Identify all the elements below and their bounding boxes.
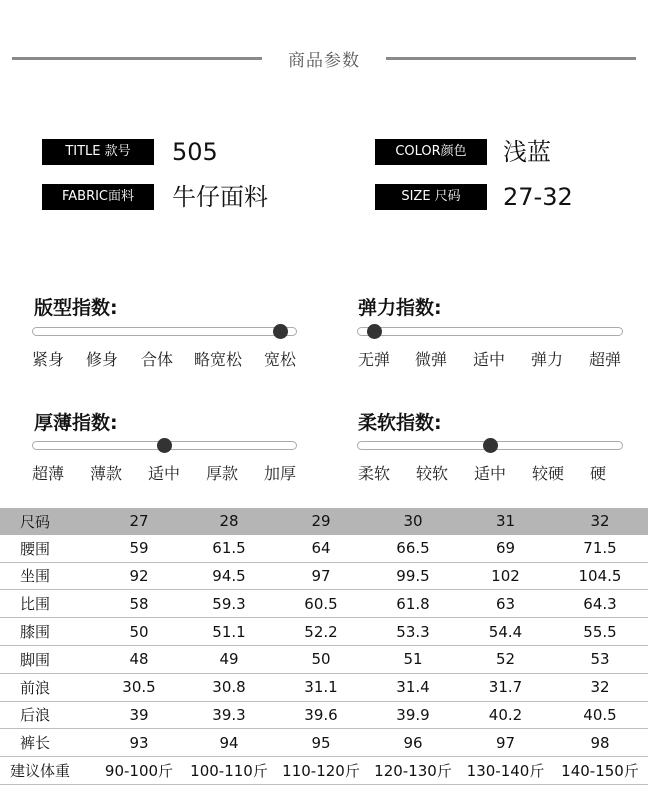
softness-option: 柔软 (358, 464, 391, 483)
fabric-label: FABRIC面料 (42, 184, 154, 210)
size-value: 27-32 (503, 183, 573, 211)
header-rule-left (12, 57, 262, 60)
row-label: 膝围 (0, 618, 95, 646)
table-cell: 95 (275, 729, 367, 757)
row-label: 建议体重 (0, 757, 95, 785)
table-cell: 31.1 (275, 673, 367, 701)
table-cell: 98 (552, 729, 648, 757)
table-row (0, 645, 648, 673)
elastic-option: 适中 (473, 350, 506, 369)
table-cell: 51.1 (183, 618, 275, 646)
table-cell: 40.2 (459, 701, 552, 729)
size-table (0, 508, 648, 785)
thickness-index-knob (157, 438, 172, 453)
row-label: 脚围 (0, 645, 95, 673)
table-cell: 51 (367, 645, 459, 673)
table-cell: 66.5 (367, 535, 459, 562)
table-cell: 39.9 (367, 701, 459, 729)
table-cell: 31.4 (367, 673, 459, 701)
table-cell: 90-100斤 (95, 757, 183, 785)
table-cell: 97 (275, 562, 367, 590)
thickness-option: 超薄 (32, 464, 65, 483)
table-row (0, 701, 648, 729)
thickness-index-title: 厚薄指数: (34, 412, 118, 434)
fabric-value: 牛仔面料 (172, 183, 268, 211)
title-label: TITLE 款号 (42, 139, 154, 165)
table-cell: 52.2 (275, 618, 367, 646)
table-cell: 52 (459, 645, 552, 673)
header-cell: 32 (552, 508, 648, 535)
size-label: SIZE 尺码 (375, 184, 487, 210)
table-cell: 30.5 (95, 673, 183, 701)
softness-option: 较软 (416, 464, 449, 483)
table-cell: 50 (275, 645, 367, 673)
table-row (0, 757, 648, 785)
table-row (0, 590, 648, 618)
header-cell: 28 (183, 508, 275, 535)
table-cell: 110-120斤 (275, 757, 367, 785)
table-cell: 53 (552, 645, 648, 673)
title-value: 505 (172, 138, 218, 166)
table-cell: 39 (95, 701, 183, 729)
table-cell: 93 (95, 729, 183, 757)
softness-option: 适中 (474, 464, 507, 483)
thickness-option: 厚款 (206, 464, 239, 483)
row-label: 比围 (0, 590, 95, 618)
table-cell: 99.5 (367, 562, 459, 590)
header-rule-right (386, 57, 636, 60)
fit-option: 合体 (141, 350, 174, 369)
table-row (0, 535, 648, 562)
table-row (0, 618, 648, 646)
softness-option: 硬 (590, 464, 607, 483)
fit-option: 修身 (86, 350, 119, 369)
section-title: 商品参数 (288, 51, 360, 71)
size-table-header (0, 508, 648, 535)
thickness-option: 薄款 (90, 464, 123, 483)
elastic-index-knob (367, 324, 382, 339)
elastic-option: 微弹 (415, 350, 448, 369)
table-cell: 63 (459, 590, 552, 618)
fit-option: 略宽松 (194, 350, 243, 369)
row-label: 后浪 (0, 701, 95, 729)
softness-option: 较硬 (532, 464, 565, 483)
elastic-index-title: 弹力指数: (358, 297, 442, 319)
table-cell: 49 (183, 645, 275, 673)
color-label: COLOR颜色 (375, 139, 487, 165)
table-cell: 102 (459, 562, 552, 590)
table-cell: 94 (183, 729, 275, 757)
softness-index-knob (483, 438, 498, 453)
table-cell: 48 (95, 645, 183, 673)
table-cell: 120-130斤 (367, 757, 459, 785)
header-cell: 29 (275, 508, 367, 535)
table-cell: 92 (95, 562, 183, 590)
table-row (0, 562, 648, 590)
table-cell: 64 (275, 535, 367, 562)
table-cell: 32 (552, 673, 648, 701)
fit-index-knob (273, 324, 288, 339)
row-label: 前浪 (0, 673, 95, 701)
color-value: 浅蓝 (503, 138, 551, 166)
table-cell: 55.5 (552, 618, 648, 646)
table-cell: 39.3 (183, 701, 275, 729)
header-cell: 30 (367, 508, 459, 535)
table-cell: 40.5 (552, 701, 648, 729)
thickness-option: 适中 (148, 464, 181, 483)
table-cell: 100-110斤 (183, 757, 275, 785)
table-cell: 97 (459, 729, 552, 757)
header-cell: 27 (95, 508, 183, 535)
table-cell: 59.3 (183, 590, 275, 618)
table-cell: 96 (367, 729, 459, 757)
table-cell: 140-150斤 (552, 757, 648, 785)
row-label: 坐围 (0, 562, 95, 590)
elastic-option: 弹力 (531, 350, 564, 369)
table-cell: 54.4 (459, 618, 552, 646)
elastic-index-track (357, 327, 623, 336)
table-cell: 59 (95, 535, 183, 562)
fit-index-track (32, 327, 297, 336)
table-cell: 104.5 (552, 562, 648, 590)
table-cell: 61.5 (183, 535, 275, 562)
row-label: 腰围 (0, 535, 95, 562)
softness-index-title: 柔软指数: (358, 412, 442, 434)
fit-option: 紧身 (32, 350, 65, 369)
table-row (0, 673, 648, 701)
table-cell: 71.5 (552, 535, 648, 562)
elastic-option: 无弹 (358, 350, 391, 369)
fit-option: 宽松 (264, 350, 297, 369)
table-row (0, 729, 648, 757)
table-cell: 60.5 (275, 590, 367, 618)
table-cell: 58 (95, 590, 183, 618)
header-cell: 尺码 (0, 508, 95, 535)
thickness-option: 加厚 (264, 464, 297, 483)
table-cell: 61.8 (367, 590, 459, 618)
elastic-option: 超弹 (589, 350, 622, 369)
table-cell: 94.5 (183, 562, 275, 590)
table-cell: 50 (95, 618, 183, 646)
table-cell: 130-140斤 (459, 757, 552, 785)
table-cell: 64.3 (552, 590, 648, 618)
table-cell: 69 (459, 535, 552, 562)
row-label: 裤长 (0, 729, 95, 757)
table-cell: 31.7 (459, 673, 552, 701)
fit-index-title: 版型指数: (34, 297, 118, 319)
header-cell: 31 (459, 508, 552, 535)
table-cell: 30.8 (183, 673, 275, 701)
table-cell: 39.6 (275, 701, 367, 729)
table-cell: 53.3 (367, 618, 459, 646)
